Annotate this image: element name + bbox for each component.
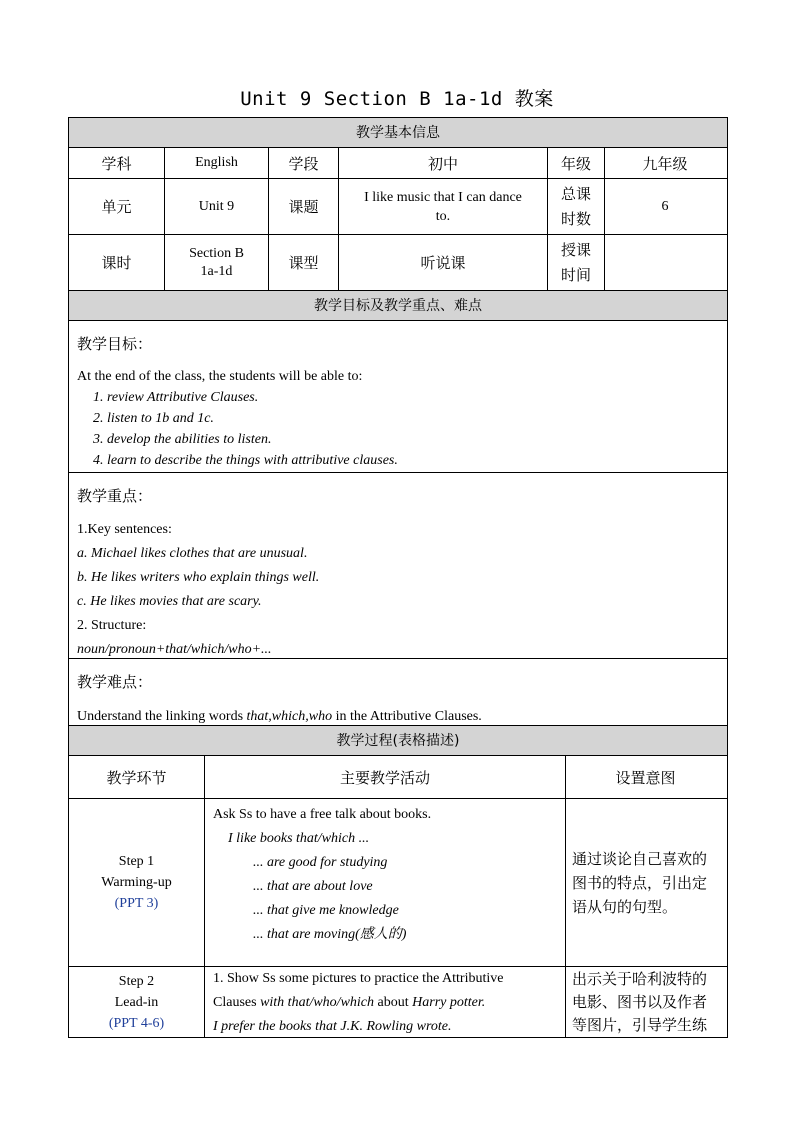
goal-item: 2. listen to 1b and 1c. [93,411,214,426]
key-points-section [69,472,727,658]
goals-intro: At the end of the class, the students will be able to: [77,369,363,384]
purpose-line: 语从句的句型。 [572,897,678,916]
activity-item: ... that are moving(感人的) [253,927,407,942]
lesson-plan-table [68,117,728,1038]
topic-label: 课题 [269,179,339,234]
col-purpose-header: 设置意图 [615,768,676,787]
subject-value: English [165,148,269,178]
grade-label: 年级 [548,148,605,178]
period-value [165,235,269,290]
stage-value: 初中 [339,148,548,178]
grade-value: 九年级 [642,154,688,173]
key-sentence: b. He likes writers who explain things well. [77,570,320,585]
step-number: Step 1 [118,854,155,869]
period-value-line-1: Section B [189,245,244,261]
total-periods-value: 6 [661,198,669,214]
period-label: 课时 [69,235,165,290]
activity-line: I prefer the books that J.K. Rowling wrote. [213,1019,452,1034]
activity-line-part: about [374,995,413,1010]
purpose-line: 等图片，引导学生练 [572,1015,708,1034]
process-step-row [69,966,727,1038]
unit-value: Unit 9 [165,179,269,234]
document-title: Unit 9 Section B 1a-1d 教案 [240,88,554,110]
purpose-line: 图书的特点，引出定 [572,873,708,892]
step-purpose [566,799,725,966]
step-number: Step 2 [118,973,155,989]
key-points-title: 教学重点： [77,487,153,505]
stage-label: 学段 [269,148,339,178]
step-title: Warming-up [101,875,172,890]
goal-item: 1. review Attributive Clauses. [93,390,259,405]
topic-value-line-1: I like music that I can dance [364,189,522,205]
activity-item: ... that give me knowledge [253,903,399,918]
info-row-3 [69,234,727,290]
activity-lead: I like books that/which ... [228,831,370,846]
step-name [69,799,205,966]
type-label: 课型 [269,235,339,290]
total-periods-label [548,179,605,234]
activity-line-part: Harry potter. [412,995,486,1010]
activity-intro: Ask Ss to have a free talk about books. [213,807,432,822]
difficulty-text-pre: Understand the linking words [77,709,247,724]
step-name [69,967,205,1037]
topic-value-line-2: to. [435,208,451,224]
key-sentences-intro: 1.Key sentences: [77,522,172,537]
key-sentence: c. He likes movies that are scary. [77,594,262,609]
activity-line [213,991,557,1015]
objectives-header: 教学目标及教学重点、难点 [69,290,727,320]
col-step-header: 教学环节 [69,756,205,798]
purpose-line: 出示关于哈利波特的 [572,969,708,988]
total-label-line-1: 总课 [560,184,591,203]
process-column-headers [69,755,727,798]
structure-label: 2. Structure: [77,618,147,633]
teach-time-value [605,235,725,290]
key-sentence: a. Michael likes clothes that are unusual. [77,546,308,561]
goal-item: 4. learn to describe the things with attributive clauses. [93,453,398,468]
purpose-line: 通过谈论自己喜欢的 [572,849,708,868]
difficulty-section [69,658,727,725]
step-title: Lead-in [114,994,159,1010]
total-label-line-2: 时数 [560,209,591,228]
difficulty-title: 教学难点： [77,673,153,691]
subject-label: 学科 [69,148,165,178]
activity-line-part: Clauses [213,995,261,1010]
purpose-line: 电影、图书以及作者 [572,992,708,1011]
basic-info-header: 教学基本信息 [69,117,727,147]
type-value: 听说课 [339,235,548,290]
process-step-row [69,798,727,966]
goals-title: 教学目标： [77,335,153,353]
difficulty-text-post: in the Attributive Clauses. [332,709,482,724]
info-row-2 [69,178,727,234]
step-activity [205,967,566,1037]
process-header: 教学过程(表格描述) [69,725,727,755]
activity-item: ... that are about love [253,879,373,894]
difficulty-text-keywords: that,which,who [246,709,333,724]
activity-line: 1. Show Ss some pictures to practice the Attributive [213,971,504,986]
activity-item: ... are good for studying [253,855,388,870]
step-activity [205,799,566,966]
goal-item: 3. develop the abilities to listen. [93,432,272,447]
unit-label: 单元 [69,179,165,234]
structure-value: noun/pronoun+that/which/who+... [77,642,272,657]
step-ppt-ref: (PPT 3) [114,896,159,911]
activity-line-part: with that/who/which [260,995,375,1010]
goals-section [69,320,727,472]
col-activity-header: 主要教学活动 [205,756,566,798]
period-value-line-2: 1a-1d [200,263,233,279]
difficulty-text [77,706,719,727]
topic-value [339,179,548,234]
info-row-1 [69,147,727,178]
teach-time-label-line-2: 时间 [560,265,591,284]
step-purpose [566,967,725,1037]
teach-time-label-line-1: 授课 [560,240,591,259]
teach-time-label [548,235,605,290]
step-ppt-ref: (PPT 4-6) [108,1015,165,1031]
